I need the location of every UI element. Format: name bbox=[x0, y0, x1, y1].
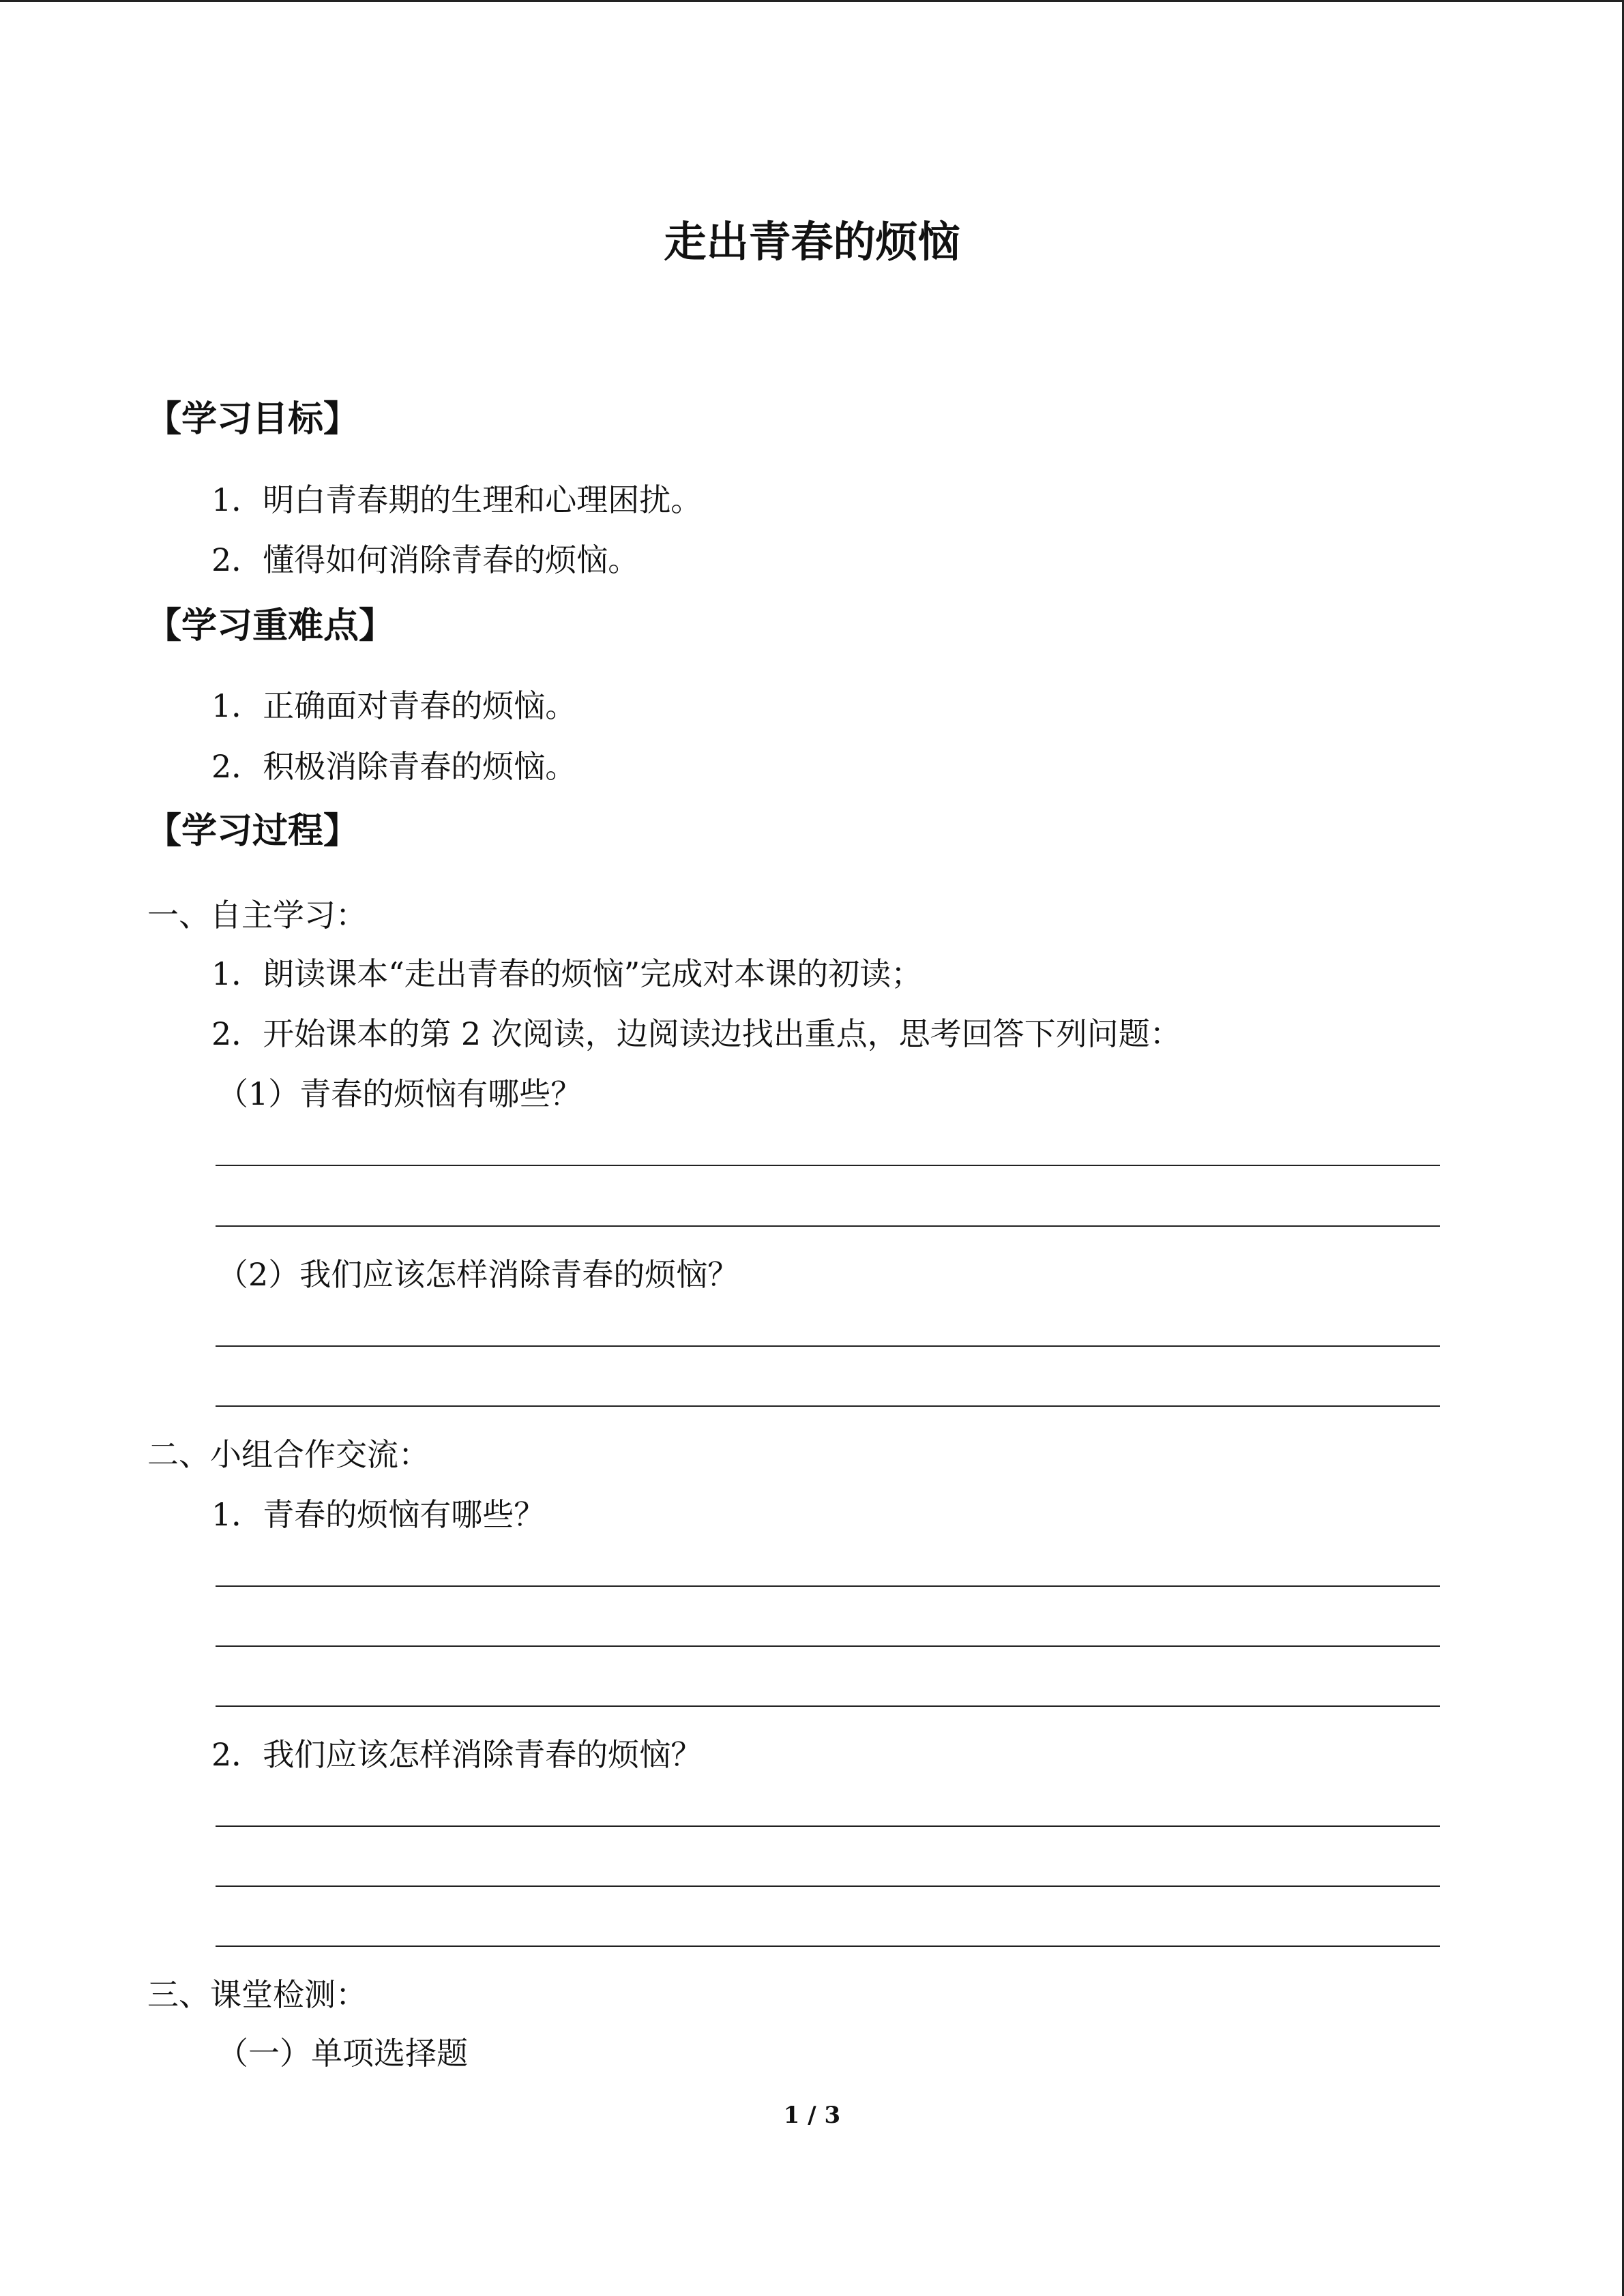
answer-line bbox=[216, 1225, 1440, 1227]
answer-line bbox=[216, 1405, 1440, 1407]
group-work-label: 二、小组合作交流： bbox=[147, 1436, 430, 1473]
self-study-step: 1．朗读课本“走出青春的烦恼”完成对本课的初读； bbox=[211, 955, 923, 992]
class-test-sub-label: （一）单项选择题 bbox=[217, 2035, 468, 2072]
answer-line bbox=[216, 1345, 1440, 1347]
group-work-question: 2．我们应该怎样消除青春的烦恼？ bbox=[211, 1736, 703, 1773]
group-work-question: 1．青春的烦恼有哪些？ bbox=[211, 1496, 546, 1533]
key-points-heading: 【学习重难点】 bbox=[146, 606, 395, 646]
key-point-item: 2．积极消除青春的烦恼。 bbox=[211, 748, 577, 785]
answer-line bbox=[216, 1165, 1440, 1166]
answer-line bbox=[216, 1825, 1440, 1827]
page-number: 1 / 3 bbox=[783, 2102, 841, 2129]
answer-line bbox=[216, 1705, 1440, 1707]
self-study-question: （1）青春的烦恼有哪些？ bbox=[217, 1075, 582, 1112]
answer-line bbox=[216, 1585, 1440, 1587]
answer-line bbox=[216, 1945, 1440, 1947]
answer-line bbox=[216, 1645, 1440, 1647]
class-test-label: 三、课堂检测： bbox=[147, 1976, 367, 2013]
objectives-heading: 【学习目标】 bbox=[146, 399, 359, 440]
self-study-label: 一、自主学习： bbox=[147, 897, 367, 934]
self-study-step: 2．开始课本的第 2 次阅读，边阅读边找出重点，思考回答下列问题： bbox=[211, 1015, 1181, 1052]
objective-item: 2．懂得如何消除青春的烦恼。 bbox=[211, 541, 640, 578]
page-border-top bbox=[0, 0, 1624, 2]
key-point-item: 1．正确面对青春的烦恼。 bbox=[211, 687, 577, 724]
self-study-question: （2）我们应该怎样消除青春的烦恼？ bbox=[217, 1256, 739, 1293]
objective-item: 1．明白青春期的生理和心理困扰。 bbox=[211, 481, 703, 518]
answer-line bbox=[216, 1885, 1440, 1887]
process-heading: 【学习过程】 bbox=[146, 811, 359, 852]
page-title: 走出青春的烦恼 bbox=[664, 217, 960, 267]
